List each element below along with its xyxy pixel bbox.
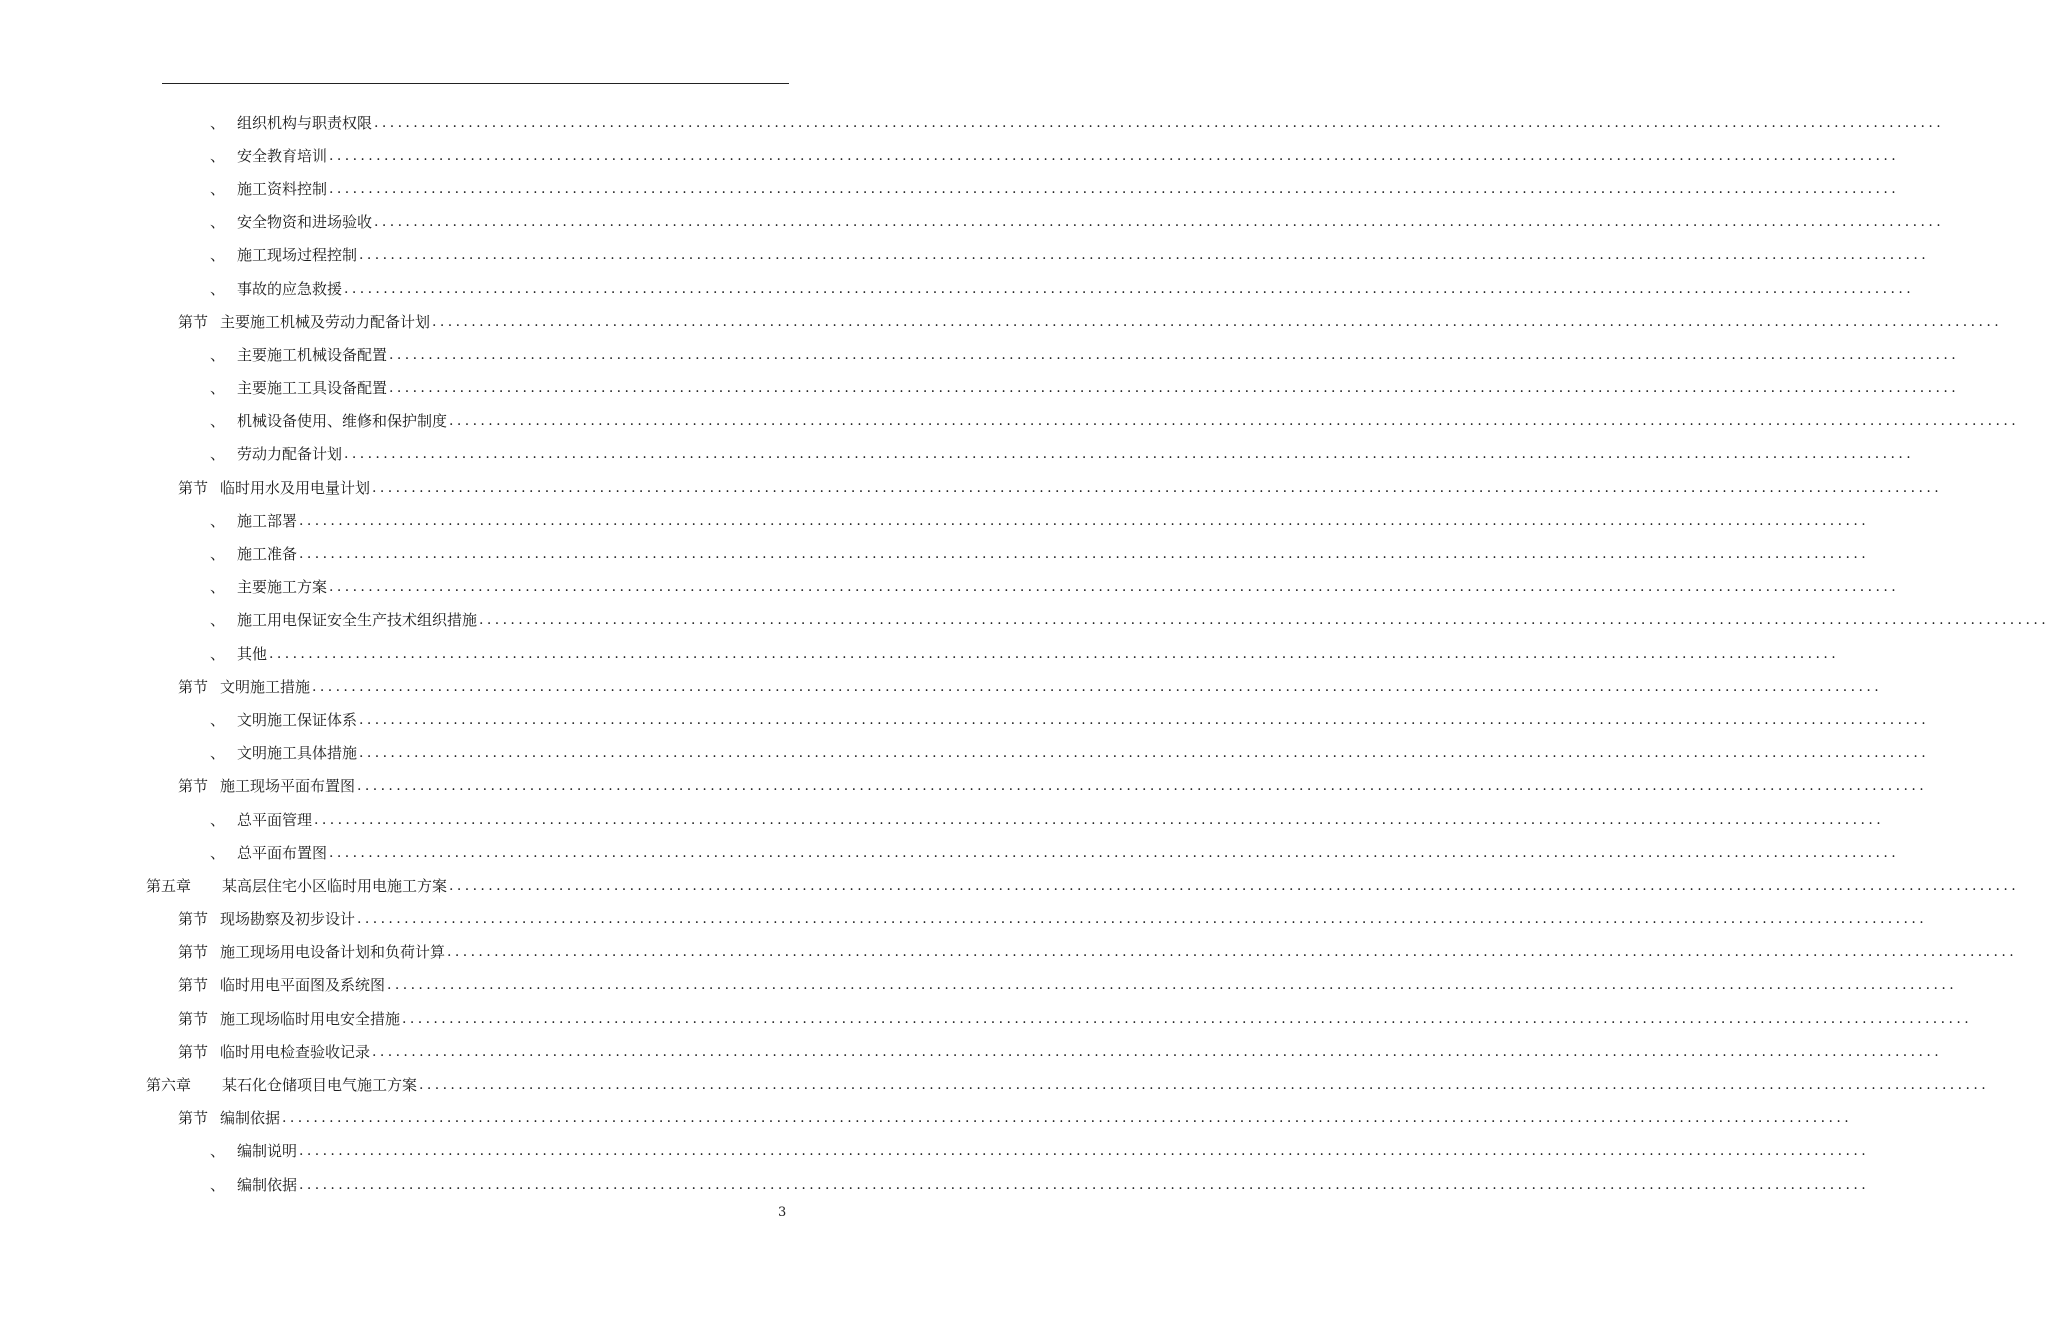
- toc-entry-text: [178, 776, 357, 796]
- toc-leader-dots: ........................................................................................................................................................................................................: [387, 977, 1958, 994]
- toc-entry[interactable]: [0, 305, 2003, 338]
- header-rule: [162, 83, 789, 84]
- toc-leader-dots: ........................................................................................................................................................................................................: [419, 1077, 1990, 1094]
- toc-entry-title: 施工用电保证安全生产技术组织措施: [237, 611, 478, 630]
- toc-entry[interactable]: [0, 239, 1930, 272]
- toc-entry-title: 临时用电平面图及系统图: [220, 976, 386, 995]
- toc-entry-prefix: 、: [210, 710, 226, 729]
- toc-entry[interactable]: [0, 869, 2020, 902]
- toc-entry-text: [178, 478, 372, 498]
- toc-entry-prefix: 、: [210, 611, 226, 630]
- toc-entry-text: [210, 610, 479, 630]
- toc-entry-text: [210, 577, 329, 597]
- toc-entry-title: 编制依据: [220, 1109, 281, 1128]
- toc-entry[interactable]: [0, 338, 1960, 371]
- toc-entry[interactable]: [0, 206, 1945, 239]
- toc-entry-prefix: 、: [210, 279, 226, 298]
- toc-entry-text: [178, 677, 312, 697]
- toc-entry-title: 编制依据: [237, 1175, 298, 1194]
- toc-entry[interactable]: [0, 1102, 1853, 1135]
- toc-entry-prefix: 第节: [178, 777, 209, 796]
- toc-leader-dots: ........................................................................................................................................................................................................: [359, 711, 1930, 728]
- toc-entry[interactable]: [0, 372, 1960, 405]
- toc-entry-title: 主要施工工具设备配置: [237, 379, 388, 398]
- toc-entry-prefix: 、: [210, 511, 226, 530]
- toc-entry-title: 文明施工保证体系: [237, 710, 358, 729]
- toc-entry-title: 总平面布置图: [237, 843, 328, 862]
- toc-entry-title: 组织机构与职责权限: [237, 113, 373, 132]
- toc-entry-text: [178, 909, 357, 929]
- toc-entry-title: 劳动力配备计划: [237, 445, 343, 464]
- toc-entry[interactable]: [0, 1135, 1870, 1168]
- toc-entry-text: [178, 1108, 282, 1128]
- toc-entry[interactable]: [0, 836, 1900, 869]
- toc-entry-text: [210, 810, 314, 830]
- toc-leader-dots: ........................................................................................................................................................................................................: [357, 778, 1928, 795]
- toc-entry-prefix: 第节: [178, 1109, 209, 1128]
- toc-entry[interactable]: [0, 670, 1883, 703]
- toc-entry[interactable]: [0, 1168, 1870, 1201]
- toc-entry-title: 安全物资和进场验收: [237, 213, 373, 232]
- toc-entry-text: [178, 942, 447, 962]
- toc-leader-dots: ........................................................................................................................................................................................................: [329, 147, 1900, 164]
- toc-entry-prefix: 、: [210, 179, 226, 198]
- toc-entry-title: 机械设备使用、维修和保护制度: [237, 412, 448, 431]
- toc-entry-text: [210, 411, 449, 431]
- toc-entry[interactable]: [0, 438, 1915, 471]
- toc-leader-dots: ........................................................................................................................................................................................................: [449, 413, 2020, 430]
- toc-entry-prefix: 第节: [178, 943, 209, 962]
- toc-leader-dots: ........................................................................................................................................................................................................: [312, 678, 1883, 695]
- toc-entry-text: [210, 179, 329, 199]
- toc-entry[interactable]: [0, 272, 1915, 305]
- toc-leader-dots: ........................................................................................................................................................................................................: [299, 512, 1870, 529]
- toc-leader-dots: ........................................................................................................................................................................................................: [374, 214, 1945, 231]
- toc-entry-text: [210, 146, 329, 166]
- toc-entry-title: 施工现场过程控制: [237, 246, 358, 265]
- toc-leader-dots: ........................................................................................................................................................................................................: [299, 546, 1870, 563]
- toc-leader-dots: ........................................................................................................................................................................................................: [269, 645, 1840, 662]
- toc-leader-dots: ........................................................................................................................................................................................................: [357, 911, 1928, 928]
- toc-leader-dots: ........................................................................................................................................................................................................: [372, 1043, 1943, 1060]
- toc-entry[interactable]: [0, 139, 1900, 172]
- toc-entry-prefix: 、: [210, 213, 226, 232]
- toc-entry-title: 事故的应急救援: [237, 279, 343, 298]
- toc-entry-text: [146, 1075, 419, 1095]
- toc-entry-text: [210, 444, 344, 464]
- toc-leader-dots: ........................................................................................................................................................................................................: [359, 745, 1930, 762]
- toc-entry[interactable]: [0, 770, 1928, 803]
- toc-entry-text: [178, 975, 387, 995]
- toc-entry-prefix: 、: [210, 345, 226, 364]
- toc-entry-text: [210, 1175, 299, 1195]
- toc-entry[interactable]: [0, 1068, 1990, 1101]
- toc-entry-prefix: 第节: [178, 1009, 209, 1028]
- toc-entry-title: 主要施工方案: [237, 578, 328, 597]
- toc-entry-prefix: 、: [210, 810, 226, 829]
- toc-entry-title: 某石化仓储项目电气施工方案: [222, 1076, 418, 1095]
- toc-leader-dots: ........................................................................................................................................................................................................: [359, 247, 1930, 264]
- toc-entry[interactable]: [0, 172, 1900, 205]
- toc-leader-dots: ........................................................................................................................................................................................................: [299, 1143, 1870, 1160]
- toc-leader-dots: ........................................................................................................................................................................................................: [299, 1176, 1870, 1193]
- toc-entry-text: [178, 312, 432, 332]
- toc-entry-title: 施工准备: [237, 545, 298, 564]
- toc-entry-title: 临时用水及用电量计划: [220, 478, 371, 497]
- toc-entry-title: 施工现场平面布置图: [220, 777, 356, 796]
- toc-leader-dots: ........................................................................................................................................................................................................: [344, 446, 1915, 463]
- toc-entry[interactable]: [0, 969, 1958, 1002]
- page-number: 3: [778, 1205, 787, 1220]
- toc-leader-dots: ........................................................................................................................................................................................................: [449, 877, 2020, 894]
- toc-leader-dots: ........................................................................................................................................................................................................: [432, 313, 2003, 330]
- toc-entry[interactable]: [0, 604, 2049, 637]
- toc-entry-title: 施工部署: [237, 511, 298, 530]
- toc-entry-prefix: 第六章: [146, 1076, 192, 1095]
- toc-entry-title: 安全教育培训: [237, 146, 328, 165]
- toc-entry-prefix: 、: [210, 843, 226, 862]
- toc-entry-text: [210, 710, 359, 730]
- toc-entry-prefix: 、: [210, 246, 226, 265]
- toc-entry-prefix: 、: [210, 578, 226, 597]
- toc-entry[interactable]: [0, 1035, 1943, 1068]
- toc-entry-text: [210, 1141, 299, 1161]
- toc-entry-title: 其他: [237, 644, 268, 663]
- toc-entry-prefix: 、: [210, 412, 226, 431]
- toc-entry[interactable]: [0, 903, 1928, 936]
- toc-entry-prefix: 第节: [178, 478, 209, 497]
- toc-entry-prefix: 、: [210, 113, 226, 132]
- toc-leader-dots: ........................................................................................................................................................................................................: [329, 844, 1900, 861]
- toc-entry-prefix: 、: [210, 744, 226, 763]
- toc-entry-title: 文明施工措施: [220, 677, 311, 696]
- toc-entry-prefix: 、: [210, 445, 226, 464]
- toc-entry-title: 现场勘察及初步设计: [220, 910, 356, 929]
- toc-leader-dots: ........................................................................................................................................................................................................: [372, 479, 1943, 496]
- toc-entry-text: [178, 1009, 402, 1029]
- toc-entry-prefix: 第节: [178, 312, 209, 331]
- toc-entry-prefix: 第节: [178, 677, 209, 696]
- toc-entry-title: 施工资料控制: [237, 179, 328, 198]
- toc-entry-text: [210, 511, 299, 531]
- toc-entry[interactable]: [0, 106, 1945, 139]
- toc-entry-prefix: 、: [210, 146, 226, 165]
- toc-entry-text: [210, 843, 329, 863]
- toc-leader-dots: ........................................................................................................................................................................................................: [314, 811, 1885, 828]
- toc-entry-prefix: 第节: [178, 1042, 209, 1061]
- toc-entry-prefix: 、: [210, 545, 226, 564]
- toc-entry-title: 临时用电检查验收记录: [220, 1042, 371, 1061]
- toc-entry-text: [210, 345, 389, 365]
- toc-entry-title: 施工现场临时用电安全措施: [220, 1009, 401, 1028]
- toc-entry-text: [146, 876, 449, 896]
- toc-entry-title: 主要施工机械设备配置: [237, 345, 388, 364]
- toc-entry-text: [210, 279, 344, 299]
- toc-leader-dots: ........................................................................................................................................................................................................: [282, 1110, 1853, 1127]
- toc-entry-prefix: 、: [210, 1175, 226, 1194]
- toc-entry-text: [210, 743, 359, 763]
- toc-entry-title: 编制说明: [237, 1142, 298, 1161]
- toc-entry[interactable]: [0, 571, 1900, 604]
- toc-entry-text: [210, 644, 269, 664]
- toc-leader-dots: ........................................................................................................................................................................................................: [389, 380, 1960, 397]
- toc-entry[interactable]: [0, 637, 1840, 670]
- toc-entry-prefix: 、: [210, 379, 226, 398]
- toc-entry-text: [210, 212, 374, 232]
- toc-entry[interactable]: [0, 803, 1885, 836]
- toc-entry-title: 某高层住宅小区临时用电施工方案: [222, 876, 448, 895]
- toc-entry[interactable]: [0, 737, 1930, 770]
- toc-entry-text: [210, 245, 359, 265]
- toc-leader-dots: ........................................................................................................................................................................................................: [344, 280, 1915, 297]
- toc-entry[interactable]: [0, 504, 1870, 537]
- toc-entry-title: 主要施工机械及劳动力配备计划: [220, 312, 431, 331]
- toc-leader-dots: ........................................................................................................................................................................................................: [329, 180, 1900, 197]
- toc-entry[interactable]: [0, 703, 1930, 736]
- toc-entry[interactable]: [0, 936, 2018, 969]
- toc-entry-prefix: 、: [210, 1142, 226, 1161]
- toc-entry[interactable]: [0, 471, 1943, 504]
- toc-entry[interactable]: [0, 537, 1870, 570]
- toc-entry-prefix: 、: [210, 644, 226, 663]
- toc-leader-dots: ........................................................................................................................................................................................................: [402, 1010, 1973, 1027]
- toc-entry-title: 文明施工具体措施: [237, 744, 358, 763]
- toc-leader-dots: ........................................................................................................................................................................................................: [447, 944, 2018, 961]
- toc-leader-dots: ........................................................................................................................................................................................................: [479, 612, 2049, 629]
- table-of-contents: [0, 106, 2049, 1201]
- toc-entry-prefix: 第节: [178, 910, 209, 929]
- toc-entry-prefix: 第节: [178, 976, 209, 995]
- toc-entry-text: [210, 113, 374, 133]
- toc-entry[interactable]: [0, 1002, 1973, 1035]
- toc-entry-prefix: 第五章: [146, 876, 192, 895]
- toc-leader-dots: ........................................................................................................................................................................................................: [374, 114, 1945, 131]
- toc-leader-dots: ........................................................................................................................................................................................................: [389, 346, 1960, 363]
- toc-entry-text: [210, 544, 299, 564]
- toc-entry-title: 总平面管理: [237, 810, 313, 829]
- toc-entry-text: [178, 1042, 372, 1062]
- toc-entry[interactable]: [0, 405, 2020, 438]
- toc-entry-text: [210, 378, 389, 398]
- toc-leader-dots: ........................................................................................................................................................................................................: [329, 579, 1900, 596]
- toc-entry-title: 施工现场用电设备计划和负荷计算: [220, 943, 446, 962]
